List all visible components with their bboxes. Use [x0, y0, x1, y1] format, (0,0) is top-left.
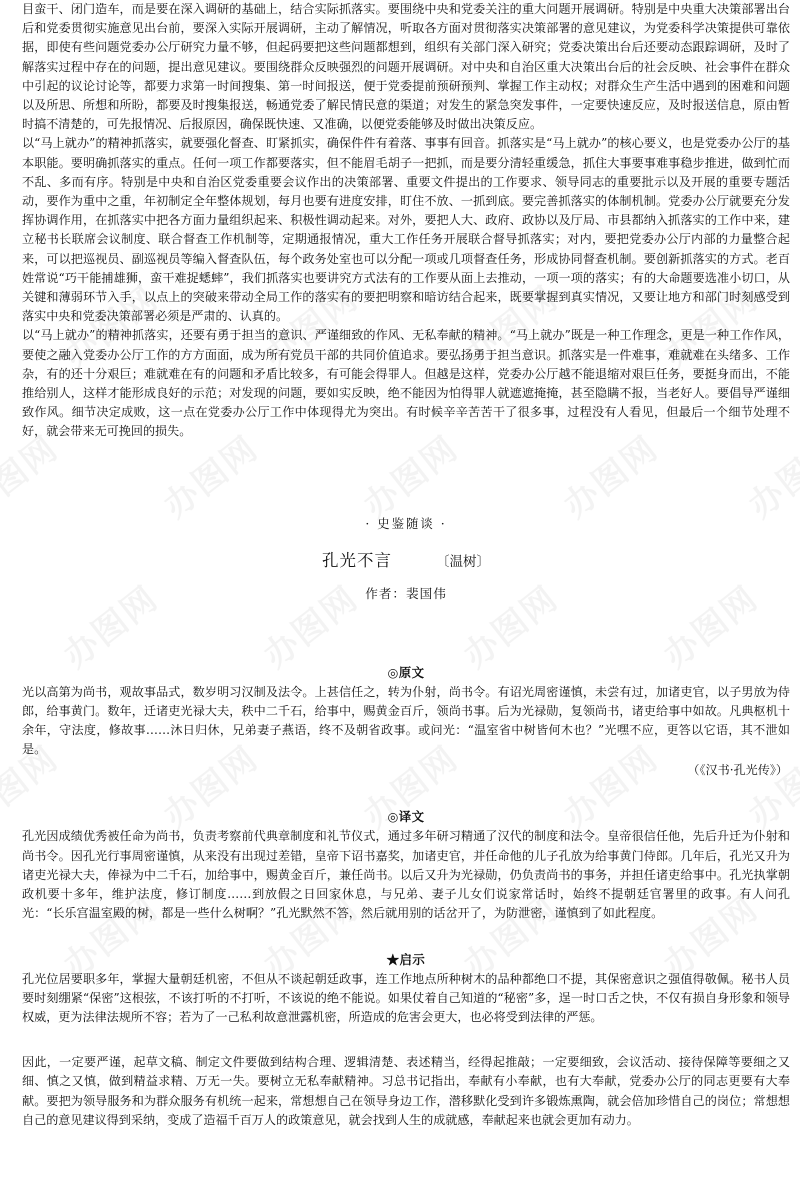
section-gap	[22, 500, 790, 514]
column-marker: · 史鉴随谈 ·	[365, 515, 447, 531]
document-body	[22, 0, 790, 1130]
paragraph: 目蛮干、闭门造车，而是要在深入调研的基础上，结合实际抓落实。要围绕中央和党委关注的重大问题开展调研。特别是中央重大决策部署出台后和党委贯彻实施意见出台前，要深入实际开展调研，主动了解情况，听取各方面对贯彻落实决策部署的意见建议，为党委科学决策提供可靠依据，即使有些问题党委办公厅研究力量不够，但起码要把这些问题都想到，组织有关部门深入研究；党委决策出台后还要动态跟踪调研，及时了解落实过程中存在的问题，提出意见建议。要围绕群众反映强烈的问题开展调研。对中央和自治区重大决策出台后的社会反映、社会事件在群众中引起的议论讨论等，都要力求第一时间搜集、第一时间报送，便于党委提前预研预判、掌握工作主动权；对群众生产生活中遇到的困难和问题以及所思、所想和所盼，都要及时搜集报送，畅通党委了解民情民意的渠道；对发生的紧急突发事件，一定要快速反应，及时报送信息，原由暂时搞不清楚的，可先报情况、后报原因，确保既快速、又准确，以便党委能够及时做出决策反应。	[22, 2, 790, 132]
original-citation: （《汉书·孔光传》）	[687, 763, 788, 778]
enlightenment-text: 因此，一定要严谨，起草文稿、制定文件要做到结构合理、逻辑清楚、表述精当，经得起推敲；一定要细致，会议活动、接待保障等要细之又细、慎之又慎，做到精益求精、万无一失。要树立无私奉献精神。习总书记指出，奉献有小奉献，也有大奉献，党委办公厅的同志更要有大奉献。要把为领导服务和为群众服务有机统一起来，常想想自己在领导身边工作，潜移默化受到许多锻炼熏陶，就会倍加珍惜自己的岗位；常想想自己的意见建议得到采纳，变成了造福千百万人的政策意见，就会找到人生的成就感，奉献起来也就会更加有动力。	[22, 1055, 790, 1127]
translation-gap	[22, 781, 790, 807]
article-title-annotation: 〔温树〕	[436, 553, 490, 570]
article-byline: 作者：裴国伟	[365, 585, 447, 601]
original-text: 光以高第为尚书，观故事品式，数岁明习汉制及法令。上甚信任之，转为仆射，尚书令。有诏光周密谨慎，未尝有过，加诸吏官，以子男放为侍郎，给事黄门。数年，迁诸吏光禄大夫，秩中二千石，给事中，赐黄金百斤，领尚书事。后为光禄勋，复领尚书，诸吏给事中如故。凡典枢机十余年，守法度，修故事……沐日归休，兄弟妻子燕语，终不及朝省政事。或问光：“温室省中树皆何木也？”光嘿不应，更答以它语，其不泄如是。	[22, 684, 790, 757]
article-title	[22, 548, 790, 575]
translation-heading: ◎译文	[387, 809, 425, 825]
paragraph: 以“马上就办”的精神抓落实，就要强化督查、盯紧抓实，确保件件有着落、事事有回音。抓落实是“马上就办”的核心要义，也是党委办公厅的基本职能。要明确抓落实的重点。任何一项工作都要落实，但不能眉毛胡子一把抓，而是要分清轻重缓急，抓住大事要事难事稳步推进，做到忙而不乱、多而有序。特别是中央和自治区党委重要会议作出的决策部署、重要文件提出的工作要求、领导同志的重要批示以及开展的重要专题活动，要作为重中之重，年初制定全年整体规划，每月也要有进度安排，盯住不放、一抓到底。要完善抓落实的体制机制。党委办公厅就要充分发挥协调作用，在抓落实中把各方面力量组织起来、积极性调动起来。对外，要把人大、政府、政协以及厅局、市县都纳入抓落实的工作中来，建立秘书长联席会议制度、联合督查工作机制等，定期通报情况，重大工作任务开展联合督导抓落实；对内，要把党委办公厅内部的力量整合起来，可以把巡视员、副巡视员等编入督查队伍，每个政务处室也可以分配一项或几项督查任务，形成协同督查机制。要创新抓落实的方式。老百姓常说“巧干能捕雄狮，蛮干难捉蟋蟀”，我们抓落实也要讲究方式法有的工作要从面上去推动，一项一项的落实；有的大命题要选准小切口，从关键和薄弱环节入手，以点上的突破来带动全局工作的落实有的要把明察和暗访结合起来，既要掌握到真实情况，又要让地方和部门时刻感受到落实中央和党委决策部署必须是严肃的、认真的。	[22, 136, 790, 324]
translation-text: 孔光因成绩优秀被任命为尚书，负责考察前代典章制度和礼节仪式，通过多年研习精通了汉代的制度和法令。皇帝很信任他，先后升迁为仆射和尚书令。因孔光行事周密谨慎，从来没有出现过差错，皇帝下诏书嘉奖，加诸吏官，并任命他的儿子孔放为给事黄门侍郎。几年后，孔光又升为诸吏光禄大夫，俸禄为中二千石，加给事中，赐黄金百斤，兼任尚书。以后又升为光禄勋，仍负责尚书的事务，并担任诸吏给事中。孔光执掌朝政机要十多年，维护法度，修订制度……到放假之日回家休息，与兄弟、妻子儿女们说家常话时，始终不提朝廷官署里的政事。有人问孔光：“长乐宫温室殿的树，都是一些什么树啊？”孔光默然不答，然后就用别的话岔开了，为防泄密，谨慎到了如此程度。	[22, 829, 790, 921]
original-gap	[22, 605, 790, 663]
title-gap	[22, 534, 790, 548]
enlightenment-para-gap	[22, 1027, 790, 1053]
original-heading: ◎原文	[387, 664, 425, 680]
article-title-main: 孔光不言	[322, 550, 392, 570]
enlightenment-gap	[22, 924, 790, 950]
continuation-article	[22, 0, 790, 442]
enlightenment-heading: ★启示	[386, 951, 426, 967]
section-gap	[22, 442, 790, 500]
byline-gap	[22, 575, 790, 583]
paragraph: 以“马上就办”的精神抓落实，还要有勇于担当的意识、严谨细致的作风、无私奉献的精神。“马上就办”既是一种工作理念，更是一种工作作风，要使之融入党委办公厅工作的方方面面，成为所有党员干部的共同价值追求。要弘扬勇于担当意识。抓落实是一件难事，难就难在头绪多、工作杂，有的还十分艰巨；难就难在有的问题和矛盾比较多，有可能会得罪人。但越是这样，党委办公厅越不能退缩对艰巨任务，要挺身而出，不能推给别人，这样才能形成良好的示范；对发现的问题，要如实反映，绝不能因为怕得罪人就遮遮掩掩，甚至隐瞒不报，当老好人。要倡导严谨细致作风。细节决定成败，这一点在党委办公厅工作中体现得尤为突出。有时候辛辛苦苦干了很多事，过程没有人看见，但最后一个细节处理不好，就会带来无可挽回的损失。	[22, 328, 790, 439]
enlightenment-text: 孔光位居要职多年，掌握大量朝廷机密，不但从不谈起朝廷政事，连工作地点所种树木的品种都绝口不提，其保密意识之强值得敬佩。秘书人员要时刻绷紧“保密”这根弦，不该打听的不打听，不该说的绝不能说。如果仗着自己知道的“秘密”多，逞一时口舌之快，不仅有损自身形象和领导权威，更为法律法规所不容；若为了一己私利故意泄露机密，所造成的危害会更大，也必将受到法律的严惩。	[22, 971, 790, 1024]
